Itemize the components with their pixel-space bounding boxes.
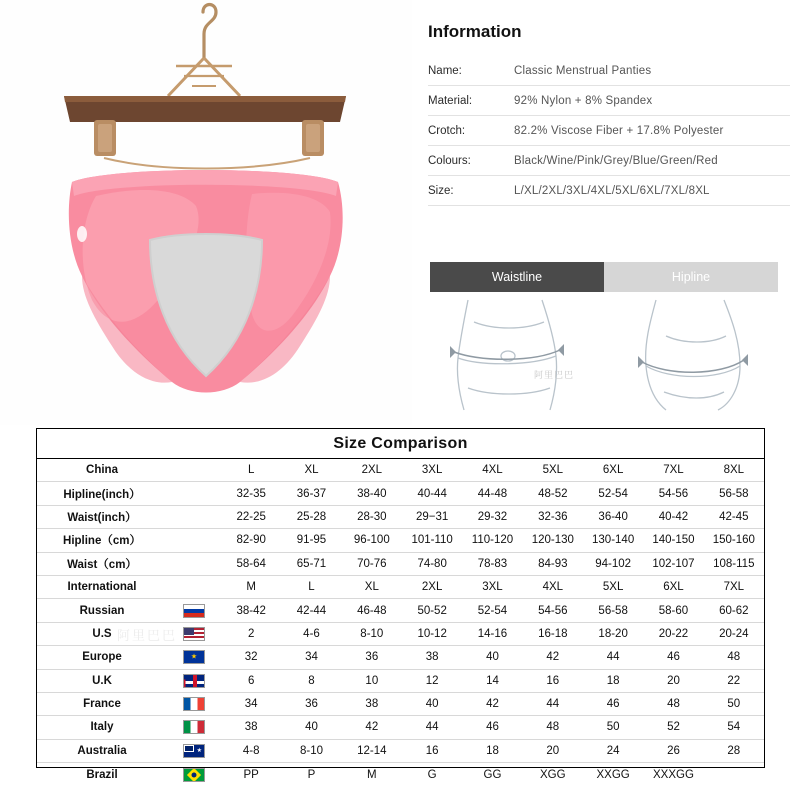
- cell: 56-58: [583, 599, 643, 622]
- cell: 25-28: [281, 505, 341, 528]
- hipline-diagram: [604, 296, 784, 412]
- table-row: [37, 622, 764, 645]
- cell: 40-42: [643, 505, 703, 528]
- cell: 8XL: [704, 459, 764, 482]
- cell: 8: [281, 669, 341, 692]
- cell: XL: [342, 575, 402, 598]
- row-flag: [167, 552, 221, 575]
- cell: 40-44: [402, 482, 462, 505]
- cell: 44: [583, 646, 643, 669]
- cell: 130-140: [583, 529, 643, 552]
- flag-europe-icon: [183, 650, 205, 664]
- row-flag: [167, 459, 221, 482]
- cell: 3XL: [402, 459, 462, 482]
- cell: 26: [643, 739, 703, 762]
- cell: 44: [402, 716, 462, 739]
- row-flag: [167, 575, 221, 598]
- cell: 44: [523, 692, 583, 715]
- cell: 46: [462, 716, 522, 739]
- cell: 4-8: [221, 739, 281, 762]
- cell: 6: [221, 669, 281, 692]
- cell: 91-95: [281, 529, 341, 552]
- cell: 48: [643, 692, 703, 715]
- info-row-size: [428, 176, 790, 206]
- row-flag: [167, 599, 221, 622]
- cell: 6XL: [583, 459, 643, 482]
- cell: 40: [462, 646, 522, 669]
- table-row: [37, 529, 764, 552]
- flag-italy-icon: [183, 720, 205, 734]
- cell: 108-115: [704, 552, 764, 575]
- flag-usa-icon: [183, 627, 205, 641]
- info-value-material: 92% Nylon + 8% Spandex: [514, 95, 653, 107]
- size-comparison-table: [37, 458, 764, 786]
- cell: 78-83: [462, 552, 522, 575]
- cell: 7XL: [704, 575, 764, 598]
- cell: 38-42: [221, 599, 281, 622]
- cell: 70-76: [342, 552, 402, 575]
- cell: 44-48: [462, 482, 522, 505]
- row-flag: [167, 622, 221, 645]
- cell: 52-54: [462, 599, 522, 622]
- cell: 18: [583, 669, 643, 692]
- cell: 54-56: [643, 482, 703, 505]
- row-flag: [167, 716, 221, 739]
- cell: L: [281, 575, 341, 598]
- cell: 120-130: [523, 529, 583, 552]
- table-row: [37, 646, 764, 669]
- cell: 8-10: [281, 739, 341, 762]
- cell: 16: [523, 669, 583, 692]
- row-flag: [167, 529, 221, 552]
- table-row: [37, 482, 764, 505]
- flag-australia-icon: [183, 744, 205, 758]
- cell: 34: [221, 692, 281, 715]
- cell: 46: [643, 646, 703, 669]
- cell: 2XL: [342, 459, 402, 482]
- row-label: Russian: [37, 599, 167, 622]
- cell: XGG: [523, 763, 583, 786]
- cell: 22-25: [221, 505, 281, 528]
- cell: XL: [281, 459, 341, 482]
- row-label: China: [37, 459, 167, 482]
- cell: 42: [342, 716, 402, 739]
- cell: 48: [704, 646, 764, 669]
- table-row: [37, 575, 764, 598]
- cell: 29−31: [402, 505, 462, 528]
- table-row: [37, 459, 764, 482]
- table-row: [37, 505, 764, 528]
- cell: 40: [402, 692, 462, 715]
- row-label: Waist（cm）: [37, 552, 167, 575]
- cell: 2: [221, 622, 281, 645]
- cell: 38: [402, 646, 462, 669]
- cell: 16-18: [523, 622, 583, 645]
- cell: 48-52: [523, 482, 583, 505]
- cell: 40: [281, 716, 341, 739]
- info-key-name: Name:: [428, 65, 462, 77]
- info-key-size: Size:: [428, 185, 454, 197]
- cell: 38: [342, 692, 402, 715]
- product-photo-illustration: [0, 0, 412, 425]
- cell: 28: [704, 739, 764, 762]
- table-row: [37, 739, 764, 762]
- cell: 38: [221, 716, 281, 739]
- cell: XXGG: [583, 763, 643, 786]
- cell: 34: [281, 646, 341, 669]
- info-value-size: L/XL/2XL/3XL/4XL/5XL/6XL/7XL/8XL: [514, 185, 710, 197]
- cell: L: [221, 459, 281, 482]
- cell: 32-36: [523, 505, 583, 528]
- size-comparison-panel: [36, 428, 765, 781]
- info-value-name: Classic Menstrual Panties: [514, 65, 652, 77]
- flag-france-icon: [183, 697, 205, 711]
- cell: 10: [342, 669, 402, 692]
- flag-uk-icon: [183, 674, 205, 688]
- cell: GG: [462, 763, 522, 786]
- cell: 94-102: [583, 552, 643, 575]
- cell: 14: [462, 669, 522, 692]
- cell: 46: [583, 692, 643, 715]
- row-flag: [167, 763, 221, 786]
- size-table-title: Size Comparison: [333, 435, 468, 452]
- row-flag: [167, 482, 221, 505]
- diagram-watermark-left: 阿里巴巴: [534, 370, 575, 380]
- info-key-crotch: Crotch:: [428, 125, 466, 137]
- cell: 56-58: [704, 482, 764, 505]
- cell: 28-30: [342, 505, 402, 528]
- cell: 38-40: [342, 482, 402, 505]
- row-label: Australia: [37, 739, 167, 762]
- information-panel: [418, 0, 800, 245]
- cell: 10-12: [402, 622, 462, 645]
- info-key-material: Material:: [428, 95, 473, 107]
- cell: 2XL: [402, 575, 462, 598]
- cell: 16: [402, 739, 462, 762]
- row-label: Europe: [37, 646, 167, 669]
- cell: 36: [281, 692, 341, 715]
- row-flag: [167, 646, 221, 669]
- cell: 6XL: [643, 575, 703, 598]
- table-row: [37, 599, 764, 622]
- table-row: [37, 763, 764, 786]
- flag-brazil-icon: [183, 768, 205, 782]
- cell: 18: [462, 739, 522, 762]
- row-label: International: [37, 575, 167, 598]
- row-label: Italy: [37, 716, 167, 739]
- cell: 42: [462, 692, 522, 715]
- cell: 20: [523, 739, 583, 762]
- cell: 12-14: [342, 739, 402, 762]
- information-title: Information: [428, 22, 522, 41]
- cell: 22: [704, 669, 764, 692]
- table-row: [37, 716, 764, 739]
- table-row: [37, 552, 764, 575]
- cell: 110-120: [462, 529, 522, 552]
- cell: 3XL: [462, 575, 522, 598]
- cell: 54: [704, 716, 764, 739]
- cell: XXXGG: [643, 763, 703, 786]
- tab-hipline[interactable]: Hipline: [604, 262, 778, 292]
- cell: 58-64: [221, 552, 281, 575]
- cell: 12: [402, 669, 462, 692]
- waistline-diagram: [424, 296, 604, 412]
- table-watermark: 阿里巴巴: [117, 628, 178, 643]
- info-value-colours: Black/Wine/Pink/Grey/Blue/Green/Red: [514, 155, 718, 167]
- cell: 102-107: [643, 552, 703, 575]
- cell: 42: [523, 646, 583, 669]
- row-label: Brazil: [37, 763, 167, 786]
- cell: 29-32: [462, 505, 522, 528]
- cell: 52: [643, 716, 703, 739]
- cell: 140-150: [643, 529, 703, 552]
- cell: 96-100: [342, 529, 402, 552]
- info-key-colours: Colours:: [428, 155, 471, 167]
- cell: 5XL: [583, 575, 643, 598]
- cell: 36-37: [281, 482, 341, 505]
- cell: 36: [342, 646, 402, 669]
- hipline-figure-icon: [604, 296, 784, 412]
- row-flag: [167, 692, 221, 715]
- row-label: U.S: [37, 622, 167, 645]
- cell: 46-48: [342, 599, 402, 622]
- cell: 7XL: [643, 459, 703, 482]
- cell: 150-160: [704, 529, 764, 552]
- cell: G: [402, 763, 462, 786]
- row-label: Waist(inch）: [37, 505, 167, 528]
- cell: 50: [583, 716, 643, 739]
- cell: 74-80: [402, 552, 462, 575]
- cell: 4-6: [281, 622, 341, 645]
- row-flag: [167, 505, 221, 528]
- row-flag: [167, 669, 221, 692]
- cell: 65-71: [281, 552, 341, 575]
- cell: 36-40: [583, 505, 643, 528]
- cell: 20-24: [704, 622, 764, 645]
- cell: 50: [704, 692, 764, 715]
- cell: 60-62: [704, 599, 764, 622]
- cell: M: [221, 575, 281, 598]
- table-row: [37, 692, 764, 715]
- row-label: Hipline（cm）: [37, 529, 167, 552]
- cell: 84-93: [523, 552, 583, 575]
- cell: 42-45: [704, 505, 764, 528]
- cell: P: [281, 763, 341, 786]
- flag-russia-icon: [183, 604, 205, 618]
- cell: 42-44: [281, 599, 341, 622]
- cell: 14-16: [462, 622, 522, 645]
- cell: 24: [583, 739, 643, 762]
- cell: PP: [221, 763, 281, 786]
- info-row-name: [428, 56, 790, 86]
- measurement-tabs[interactable]: [430, 262, 778, 292]
- cell: 20-22: [643, 622, 703, 645]
- cell: 54-56: [523, 599, 583, 622]
- cell: [704, 763, 764, 786]
- cell: 8-10: [342, 622, 402, 645]
- info-row-crotch: [428, 116, 790, 146]
- product-photo: [0, 0, 412, 425]
- row-label: France: [37, 692, 167, 715]
- row-label: Hipline(inch）: [37, 482, 167, 505]
- measurement-diagrams: [424, 296, 784, 412]
- info-row-material: [428, 86, 790, 116]
- cell: 4XL: [462, 459, 522, 482]
- cell: M: [342, 763, 402, 786]
- tab-waistline[interactable]: Waistline: [430, 262, 604, 292]
- cell: 50-52: [402, 599, 462, 622]
- row-label: U.K: [37, 669, 167, 692]
- cell: 32: [221, 646, 281, 669]
- cell: 5XL: [523, 459, 583, 482]
- cell: 4XL: [523, 575, 583, 598]
- waistline-figure-icon: [424, 296, 604, 412]
- cell: 32-35: [221, 482, 281, 505]
- cell: 58-60: [643, 599, 703, 622]
- info-value-crotch: 82.2% Viscose Fiber + 17.8% Polyester: [514, 125, 724, 137]
- cell: 18-20: [583, 622, 643, 645]
- cell: 82-90: [221, 529, 281, 552]
- cell: 48: [523, 716, 583, 739]
- info-row-colours: [428, 146, 790, 176]
- table-row: [37, 669, 764, 692]
- row-flag: [167, 739, 221, 762]
- cell: 20: [643, 669, 703, 692]
- cell: 52-54: [583, 482, 643, 505]
- cell: 101-110: [402, 529, 462, 552]
